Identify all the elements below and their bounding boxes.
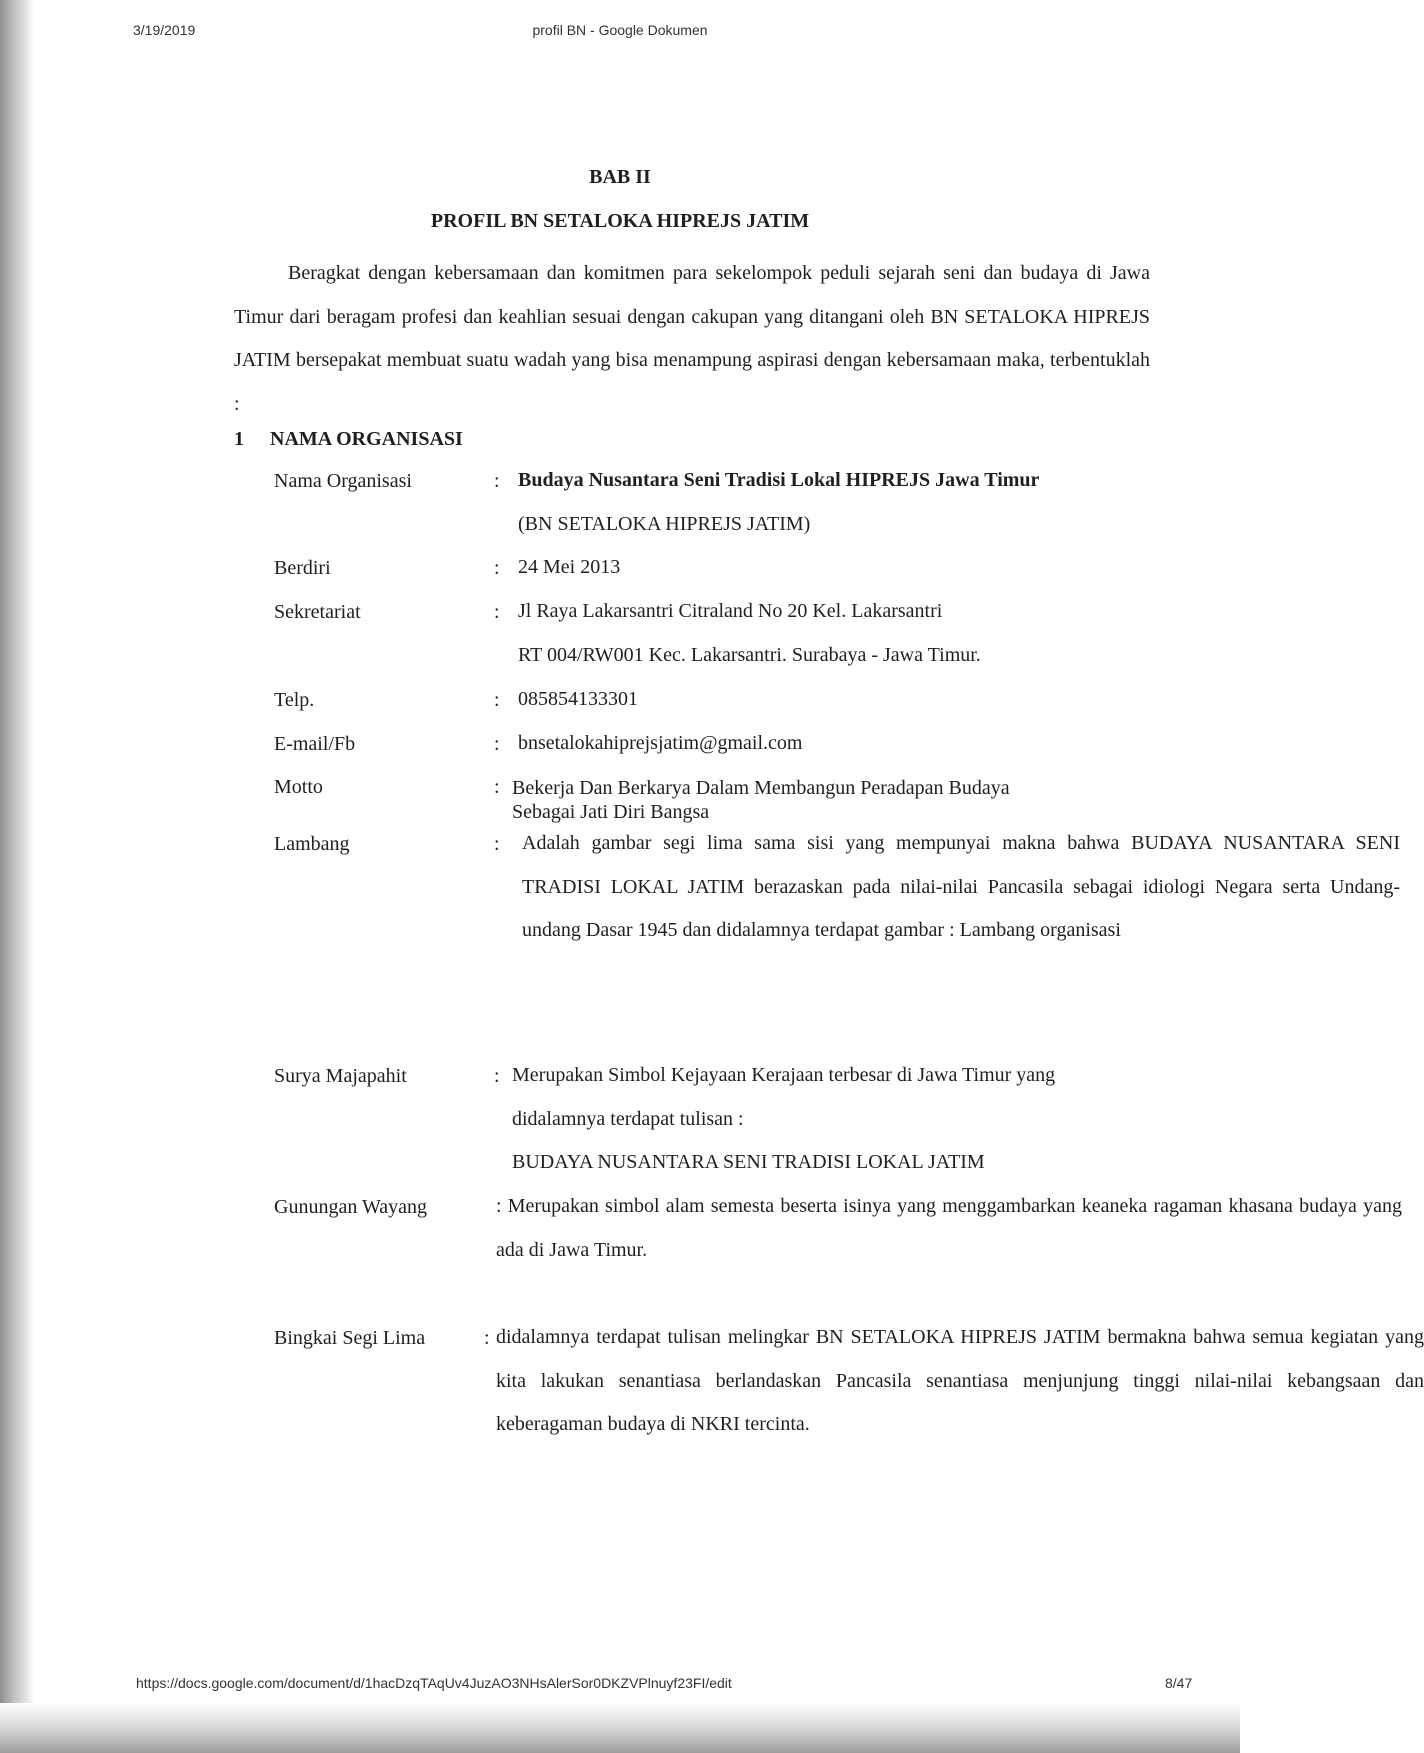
- field-value: [510, 822, 1400, 953]
- field-value: 24 Mei 2013: [518, 556, 621, 578]
- chapter-heading: BAB II: [589, 166, 651, 188]
- section-title: NAMA ORGANISASI: [270, 428, 463, 450]
- motto-line-1: Bekerja Dan Berkarya Dalam Membangun Peradapan Budaya: [512, 777, 1010, 799]
- field-label: Bingkai Segi Lima: [274, 1327, 426, 1349]
- print-page-number: 8/47: [1165, 1675, 1193, 1691]
- scan-gutter-shadow: [0, 0, 34, 1753]
- field-colon: :: [494, 470, 500, 492]
- field-value: [496, 1316, 1424, 1447]
- print-url: https://docs.google.com/document/d/1hacDzqTAqUv4JuzAO3NHsAlerSor0DKZVPlnuyf23FI/edit: [136, 1675, 732, 1691]
- field-colon: :: [494, 733, 500, 755]
- print-date: 3/19/2019: [133, 22, 196, 38]
- field-value: bnsetalokahiprejsjatim@gmail.com: [518, 732, 803, 754]
- lambang-text: Adalah gambar segi lima sama sisi yang mempunyai makna bahwa BUDAYA NUSANTARA SENI TRADISI LOKAL JATIM berazaskan pada nilai-nilai Pancasila sebagai idiologi Negara serta Undang-undang Dasar 1945 dan didalamnya terdapat gambar : Lambang organisasi: [522, 832, 1400, 941]
- field-label: Motto: [274, 776, 323, 798]
- scan-bottom-shadow: [0, 1703, 1240, 1753]
- field-colon: :: [494, 601, 500, 623]
- surya-text: Merupakan Simbol Kejayaan Kerajaan terbesar di Jawa Timur yang didalamnya terdapat tulisan :: [512, 1064, 1056, 1130]
- field-value: 085854133301: [518, 688, 638, 710]
- field-colon: :: [494, 689, 500, 711]
- intro-text: Beragkat dengan kebersamaan dan komitmen para sekelompok peduli sejarah seni dan budaya di Jawa Timur dari beragam profesi dan keahlian sesuai dengan cakupan yang ditangani oleh BN SETALOKA HIPREJS JATIM bersepakat membuat suatu wadah yang bisa menampung aspirasi dengan kebersamaan maka, terbentuklah :: [234, 262, 1150, 415]
- field-colon: :: [494, 833, 500, 855]
- field-label: Sekretariat: [274, 601, 361, 623]
- address-line-1: Jl Raya Lakarsantri Citraland No 20 Kel. Lakarsantri: [518, 600, 943, 622]
- field-label: Surya Majapahit: [274, 1065, 407, 1087]
- field-value: [518, 459, 1402, 546]
- address-line-2: RT 004/RW001 Kec. Lakarsantri. Surabaya - Jawa Timur.: [518, 643, 981, 666]
- field-label: Telp.: [274, 689, 315, 711]
- org-name: Budaya Nusantara Seni Tradisi Lokal HIPREJS Jawa Timur: [518, 469, 1040, 491]
- field-colon: :: [484, 1327, 490, 1349]
- field-colon: :: [494, 557, 500, 579]
- intro-paragraph: [234, 252, 1150, 426]
- field-label: Nama Organisasi: [274, 470, 412, 492]
- motto-line-2: Sebagai Jati Diri Bangsa: [512, 801, 710, 823]
- field-value: [518, 590, 1402, 677]
- field-value: [512, 1054, 1072, 1185]
- document-title: PROFIL BN SETALOKA HIPREJS JATIM: [430, 210, 810, 232]
- gunungan-text: : Merupakan simbol alam semesta beserta isinya yang menggambarkan keaneka ragaman khasana budaya yang ada di Jawa Timur.: [496, 1195, 1402, 1261]
- field-colon: :: [494, 776, 500, 798]
- section-number: 1: [234, 428, 244, 450]
- field-label: Gunungan Wayang: [274, 1196, 427, 1218]
- print-doc-title: profil BN - Google Dokumen: [532, 22, 708, 38]
- field-value: [512, 776, 1396, 824]
- section-heading: [234, 428, 463, 451]
- surya-inscription: BUDAYA NUSANTARA SENI TRADISI LOKAL JATIM: [512, 1151, 985, 1173]
- org-abbrev: (BN SETALOKA HIPREJS JATIM): [518, 512, 811, 535]
- field-label: Berdiri: [274, 557, 331, 579]
- bingkai-text: didalamnya terdapat tulisan melingkar BN SETALOKA HIPREJS JATIM bermakna bahwa semua kegiatan yang kita lakukan senantiasa berlandaskan Pancasila senantiasa menjunjung tinggi nilai-nilai kebangsaan dan keberagaman budaya di NKRI tercinta.: [496, 1326, 1424, 1435]
- field-label: E-mail/Fb: [274, 733, 356, 755]
- field-label: Lambang: [274, 833, 350, 855]
- field-colon: :: [494, 1065, 500, 1087]
- field-value: [496, 1185, 1402, 1272]
